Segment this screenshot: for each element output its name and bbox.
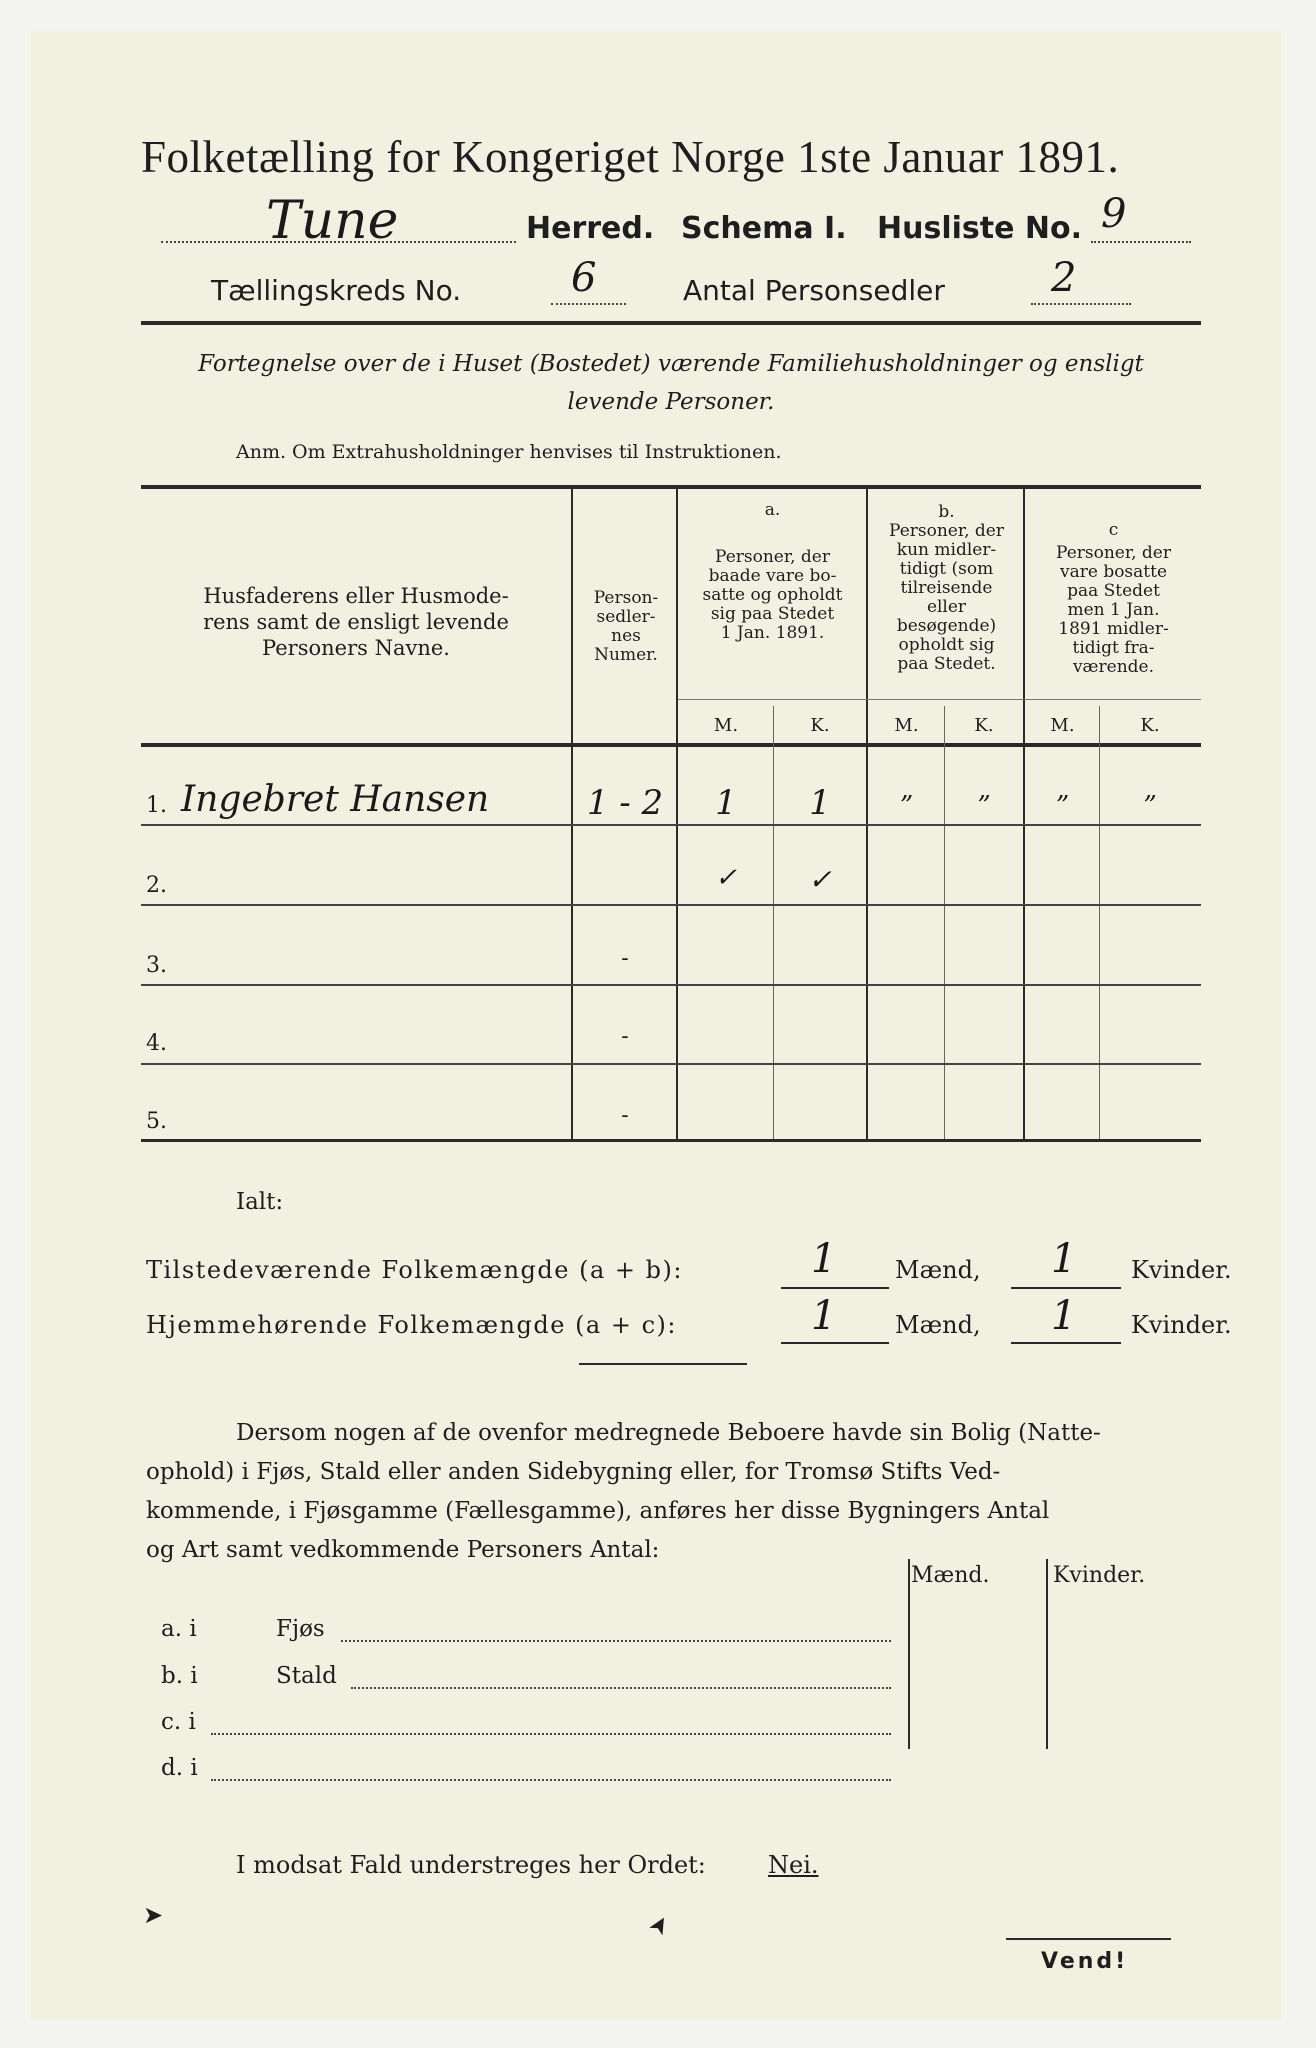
header-b-line: Personer, der	[889, 521, 1004, 541]
header-a-line: sig paa Stedet	[710, 604, 835, 624]
header-col-b	[869, 503, 1024, 674]
row-number: 1.	[146, 793, 167, 818]
header-num-line: nes	[611, 626, 641, 646]
header-name-line: Personers Navne.	[262, 636, 450, 660]
kvinder-column-header: Kvinder.	[1053, 1563, 1146, 1588]
maend-column-header: Mænd.	[911, 1563, 990, 1588]
total-line-1-maend-value: 1	[811, 1236, 837, 1282]
k-label-c: K.	[1140, 715, 1160, 736]
husliste-label: Husliste No.	[877, 211, 1082, 246]
footer-para-line: og Art samt vedkommende Personers Antal:	[146, 1537, 660, 1563]
antal-dotted-line	[1031, 303, 1131, 305]
total-line-1-k-underline	[1011, 1287, 1121, 1289]
header-col-a	[679, 501, 866, 643]
header-c-line: men 1 Jan.	[1067, 600, 1160, 620]
nei-word: Nei.	[768, 1851, 819, 1879]
row-person-num: -	[621, 1103, 629, 1128]
row-number: 3.	[146, 953, 167, 978]
col-c-split	[1099, 706, 1100, 1139]
row-person-num: -	[621, 946, 629, 971]
row-number: 4.	[146, 1031, 167, 1056]
header-c-line: tidigt fra-	[1072, 638, 1155, 658]
table-bottom-rule	[141, 1139, 1201, 1142]
vend-rule	[1006, 1938, 1171, 1940]
header-num-line: Numer.	[594, 645, 658, 665]
intro-line-1: Fortegnelse over de i Huset (Bostedet) værende Familiehusholdninger og ensligt	[198, 351, 1144, 377]
header-c-line: værende.	[1072, 657, 1155, 677]
total-line-2-maend: Mænd,	[895, 1311, 981, 1339]
binding-mark-icon: ➤	[143, 1901, 164, 1929]
m-label-c: M.	[1050, 715, 1075, 736]
header-c-line: Personer, der	[1056, 543, 1171, 563]
cell-a-k: ✓	[808, 863, 832, 896]
col-a-split	[773, 706, 774, 1139]
cell-c-k: ”	[1143, 791, 1157, 821]
m-label-a: M.	[713, 715, 739, 736]
total-line-2-kvinder-value: 1	[1051, 1293, 1077, 1339]
header-c-line: paa Stedet	[1067, 581, 1160, 601]
header-b-line: kun midler-	[896, 540, 997, 560]
item-label: Stald	[276, 1663, 337, 1689]
m-label-b: M.	[894, 715, 919, 736]
vend-text: Vend!	[1041, 1949, 1129, 1974]
herred-value: Tune	[266, 191, 399, 251]
header-b-line: opholdt sig	[898, 635, 995, 655]
row-line	[141, 904, 1201, 906]
modsat-text: I modsat Fald understreges her Ordet:	[236, 1851, 706, 1879]
header-a-line: satte og opholdt	[702, 585, 843, 605]
row-person-num: -	[621, 1024, 629, 1049]
antal-value: 2	[1051, 255, 1077, 301]
footer-paragraph	[146, 1414, 1206, 1570]
header-name-line: Husfaderens eller Husmode-	[203, 584, 509, 608]
schema-label: Schema I.	[681, 211, 847, 246]
intro-line-2: levende Personer.	[567, 389, 775, 415]
section-divider	[579, 1363, 747, 1365]
binding-mark-icon: ➤	[641, 1909, 677, 1941]
footer-para-line: ophold) i Fjøs, Stald eller anden Sidebygning eller, for Tromsø Stifts Ved-	[146, 1459, 1001, 1485]
header-num-line: Person-	[593, 588, 659, 608]
census-form	[31, 31, 1281, 2019]
header-name-line: rens samt de ensligt levende	[203, 610, 509, 634]
row-person-num: 1 - 2	[586, 783, 664, 823]
header-b-line: paa Stedet.	[897, 654, 996, 674]
total-line-2-label: Hjemmehørende Folkemængde (a + c):	[146, 1311, 677, 1339]
col-line-3	[866, 489, 868, 1139]
total-line-2-m-underline	[781, 1342, 889, 1344]
table-head-rule	[141, 743, 1201, 747]
total-line-2-maend-value: 1	[811, 1293, 837, 1339]
item-letter: a. i	[161, 1616, 197, 1642]
item-letter: d. i	[161, 1755, 198, 1781]
item-label: Fjøs	[276, 1616, 325, 1642]
k-label-a: K.	[810, 715, 830, 736]
form-title: Folketælling for Kongeriget Norge 1ste Januar 1891.	[141, 132, 1120, 182]
item-dotted-line	[341, 1640, 891, 1642]
header-a-line: Personer, der	[715, 547, 830, 567]
footer-col-line-1	[908, 1559, 910, 1749]
row-line	[141, 824, 1201, 826]
mk-header-line	[678, 699, 1201, 700]
item-dotted-line	[211, 1733, 891, 1735]
header-c-letter: c	[1108, 520, 1119, 540]
header-num-line: sedler-	[596, 607, 656, 627]
kreds-value: 6	[571, 255, 597, 301]
item-dotted-line	[211, 1779, 891, 1781]
total-line-1-m-underline	[781, 1287, 889, 1289]
header-a-line: 1 Jan. 1891.	[720, 623, 825, 643]
header-col-c	[1026, 521, 1201, 677]
header-c-line: 1891 midler-	[1058, 619, 1169, 639]
header-b-line: tidigt (som	[899, 559, 994, 579]
kreds-dotted-line	[551, 303, 626, 305]
row-line	[141, 1063, 1201, 1065]
header-num-col	[576, 589, 676, 665]
row-name: Ingebret Hansen	[181, 779, 490, 820]
header-a-letter: a.	[764, 500, 781, 520]
item-dotted-line	[351, 1687, 891, 1689]
cell-a-m: ✓	[715, 863, 737, 893]
item-letter: b. i	[161, 1663, 198, 1689]
row-number: 2.	[146, 873, 167, 898]
herred-label: Herred.	[526, 211, 655, 246]
cell-a-k: 1	[809, 783, 831, 823]
header-a-line: baade vare bo-	[708, 566, 837, 586]
col-line-2	[676, 489, 678, 1139]
total-line-1-label: Tilstedeværende Folkemængde (a + b):	[146, 1256, 683, 1284]
col-b-split	[944, 706, 945, 1139]
total-line-2-kvinder: Kvinder.	[1131, 1311, 1232, 1339]
cell-b-m: ”	[899, 791, 914, 821]
antal-label: Antal Personsedler	[683, 274, 945, 307]
item-letter: c. i	[161, 1709, 196, 1735]
husliste-value: 9	[1101, 191, 1127, 237]
header-b-line: besøgende)	[896, 616, 997, 636]
k-label-b: K.	[974, 715, 994, 736]
husliste-dotted-line	[1091, 241, 1191, 243]
cell-c-m: ”	[1055, 791, 1070, 821]
total-line-1-kvinder: Kvinder.	[1131, 1256, 1232, 1284]
kreds-label: Tællingskreds No.	[211, 274, 462, 307]
col-line-1	[571, 489, 573, 1139]
footer-col-line-2	[1046, 1559, 1048, 1749]
header-name-col	[151, 583, 561, 661]
footer-para-line: Dersom nogen af de ovenfor medregnede Beboere havde sin Bolig (Natte-	[236, 1420, 1101, 1446]
header-b-letter: b.	[938, 502, 955, 522]
header-c-line: vare bosatte	[1059, 562, 1168, 582]
row-line	[141, 984, 1201, 986]
total-line-1-kvinder-value: 1	[1051, 1236, 1077, 1282]
footer-para-line: kommende, i Fjøsgamme (Fællesgamme), anføres her disse Bygningers Antal	[146, 1498, 1050, 1524]
total-line-1-maend: Mænd,	[895, 1256, 981, 1284]
ialt-label: Ialt:	[236, 1189, 284, 1215]
anm-note: Anm. Om Extrahusholdninger henvises til Instruktionen.	[236, 441, 782, 463]
table-top-rule	[141, 485, 1201, 489]
cell-b-k: ”	[977, 791, 991, 821]
header-rule	[141, 321, 1201, 325]
header-b-line: tilreisende	[900, 578, 993, 598]
total-line-2-k-underline	[1011, 1342, 1121, 1344]
cell-a-m: 1	[715, 783, 737, 823]
row-number: 5.	[146, 1109, 167, 1134]
header-b-line: eller	[926, 597, 967, 617]
